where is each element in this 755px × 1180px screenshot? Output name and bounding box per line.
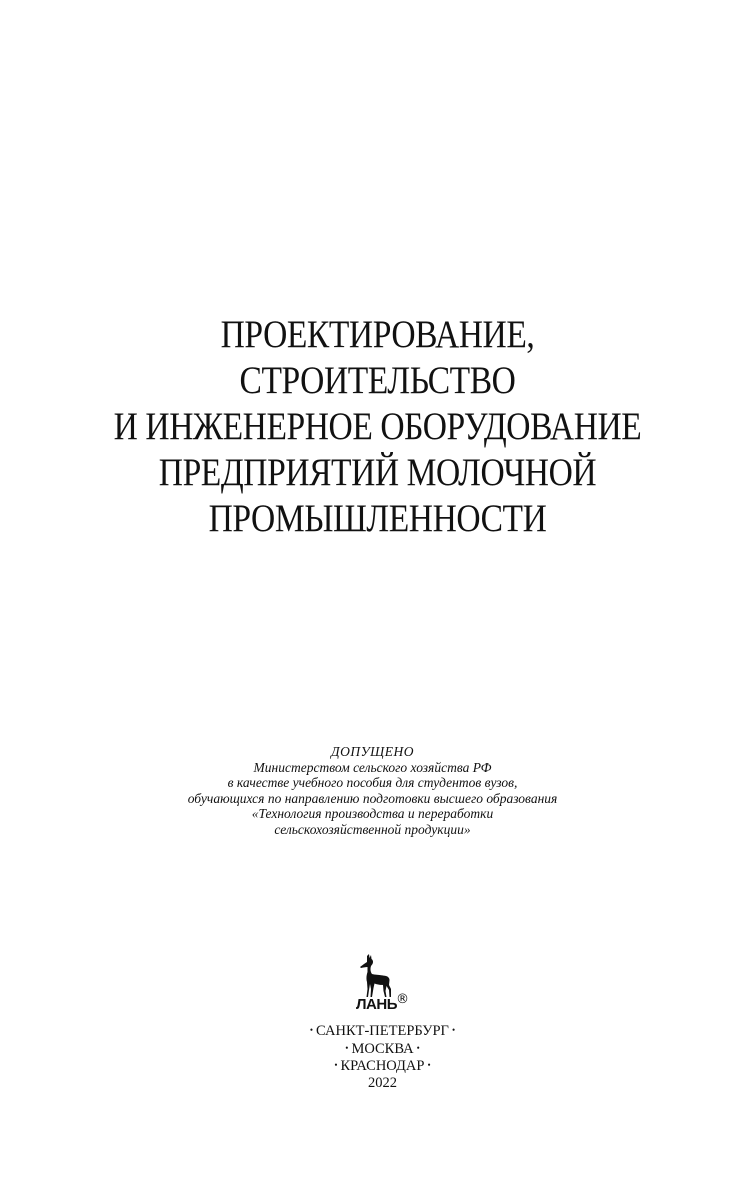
separator-dot: • <box>416 1042 420 1053</box>
publisher-logo <box>356 954 412 1016</box>
city-line <box>0 1022 755 1040</box>
title-line: СТРОИТЕЛЬСТВО <box>239 359 516 402</box>
city-krasnodar: КРАСНОДАР <box>340 1058 425 1074</box>
title-line: ПРЕДПРИЯТИЙ МОЛОЧНОЙ <box>158 451 597 494</box>
title-line: ПРОЕКТИРОВАНИЕ, <box>220 313 535 356</box>
approval-line: в качестве учебного пособия для студентов вузов, <box>227 775 518 790</box>
publication-year: 2022 <box>368 1074 397 1091</box>
approval-heading: ДОПУЩЕНО <box>331 744 414 759</box>
registered-mark: ® <box>396 992 409 1007</box>
city-saint-petersburg: САНКТ-ПЕТЕРБУРГ <box>316 1023 449 1039</box>
separator-dot: • <box>345 1042 349 1053</box>
logo-text: ЛАНЬ <box>356 996 397 1013</box>
publisher-imprint <box>0 1022 755 1091</box>
city-moscow: МОСКВА <box>351 1040 414 1057</box>
separator-dot: • <box>427 1060 431 1070</box>
approval-line: сельскохозяйственной продукции» <box>274 821 471 837</box>
title-line: ПРОМЫШЛЕННОСТИ <box>208 497 547 540</box>
doe-deer-icon <box>358 954 398 1000</box>
city-line <box>0 1040 755 1058</box>
approval-line: обучающихся по направлению подготовки высшего образования <box>187 790 558 806</box>
city-line <box>0 1057 755 1075</box>
approval-line: Министерством сельского хозяйства РФ <box>253 759 492 775</box>
separator-dot: • <box>309 1025 314 1035</box>
separator-dot: • <box>451 1025 456 1035</box>
book-title <box>0 312 755 542</box>
approval-statement <box>0 744 745 837</box>
separator-dot: • <box>334 1060 338 1070</box>
approval-line: «Технология производства и переработки <box>251 806 494 821</box>
title-line: И ИНЖЕНЕРНОЕ ОБОРУДОВАНИЕ <box>113 405 642 448</box>
